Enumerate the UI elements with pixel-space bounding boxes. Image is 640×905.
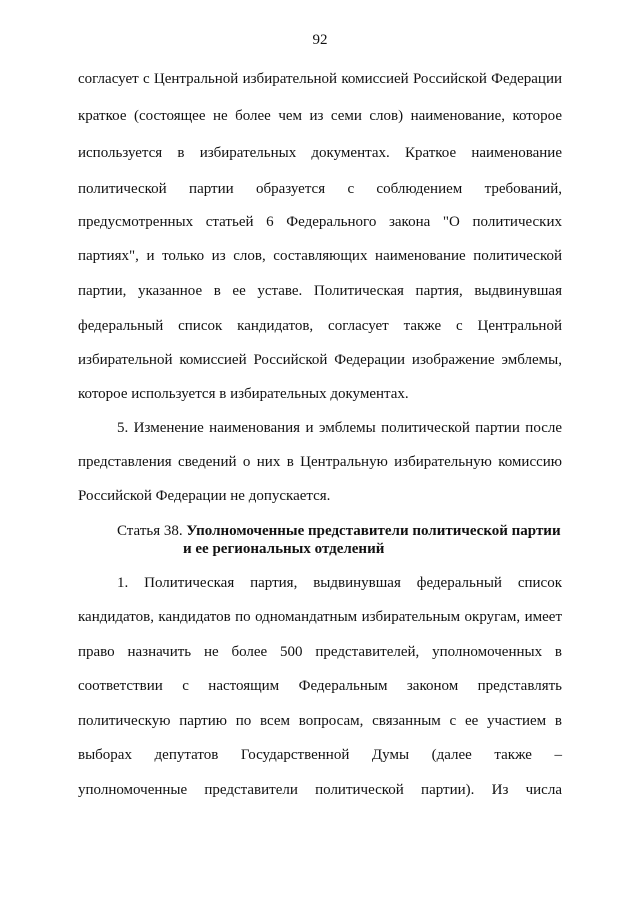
text-line: партиях", и только из слов, составляющих наименование политической bbox=[78, 248, 562, 264]
article-title-continued: и ее региональных отделений bbox=[183, 541, 385, 557]
text-line: согласует с Центральной избирательной комиссией Российской Федерации bbox=[78, 71, 562, 87]
text-line: краткое (состоящее не более чем из семи слов) наименование, которое bbox=[78, 108, 562, 124]
text-line: предусмотренных статьей 6 Федерального закона "О политических bbox=[78, 214, 562, 230]
text-line: представления сведений о них в Центральную избирательную комиссию bbox=[78, 454, 562, 470]
text-line: федеральный список кандидатов, согласует также с Центральной bbox=[78, 318, 562, 334]
text-line: избирательной комиссией Российской Федерации изображение эмблемы, bbox=[78, 352, 562, 368]
text-line: выборах депутатов Государственной Думы (далее также – bbox=[78, 747, 562, 763]
text-line: политическую партию по всем вопросам, связанным с ее участием в bbox=[78, 713, 562, 729]
text-line: которое используется в избирательных документах. bbox=[78, 386, 409, 402]
text-line: 5. Изменение наименования и эмблемы политической партии после bbox=[117, 420, 562, 436]
article-number: Статья 38. bbox=[117, 523, 183, 539]
text-line: кандидатов, кандидатов по одномандатным избирательным округам, имеет bbox=[78, 609, 562, 625]
text-line: Российской Федерации не допускается. bbox=[78, 488, 331, 504]
article-heading bbox=[117, 521, 561, 541]
text-line: используется в избирательных документах. Краткое наименование bbox=[78, 145, 562, 161]
text-line: право назначить не более 500 представителей, уполномоченных в bbox=[78, 644, 562, 660]
text-line: уполномоченные представители политической партии). Из числа bbox=[78, 782, 562, 798]
page-number: 92 bbox=[312, 32, 328, 48]
text-line: 1. Политическая партия, выдвинувшая федеральный список bbox=[117, 575, 562, 591]
text-line: политической партии образуется с соблюдением требований, bbox=[78, 181, 562, 197]
text-line: соответствии с настоящим Федеральным законом представлять bbox=[78, 678, 562, 694]
article-title: Уполномоченные представители политической партии bbox=[186, 523, 561, 539]
text-line: партии, указанное в ее уставе. Политическая партия, выдвинувшая bbox=[78, 283, 562, 299]
